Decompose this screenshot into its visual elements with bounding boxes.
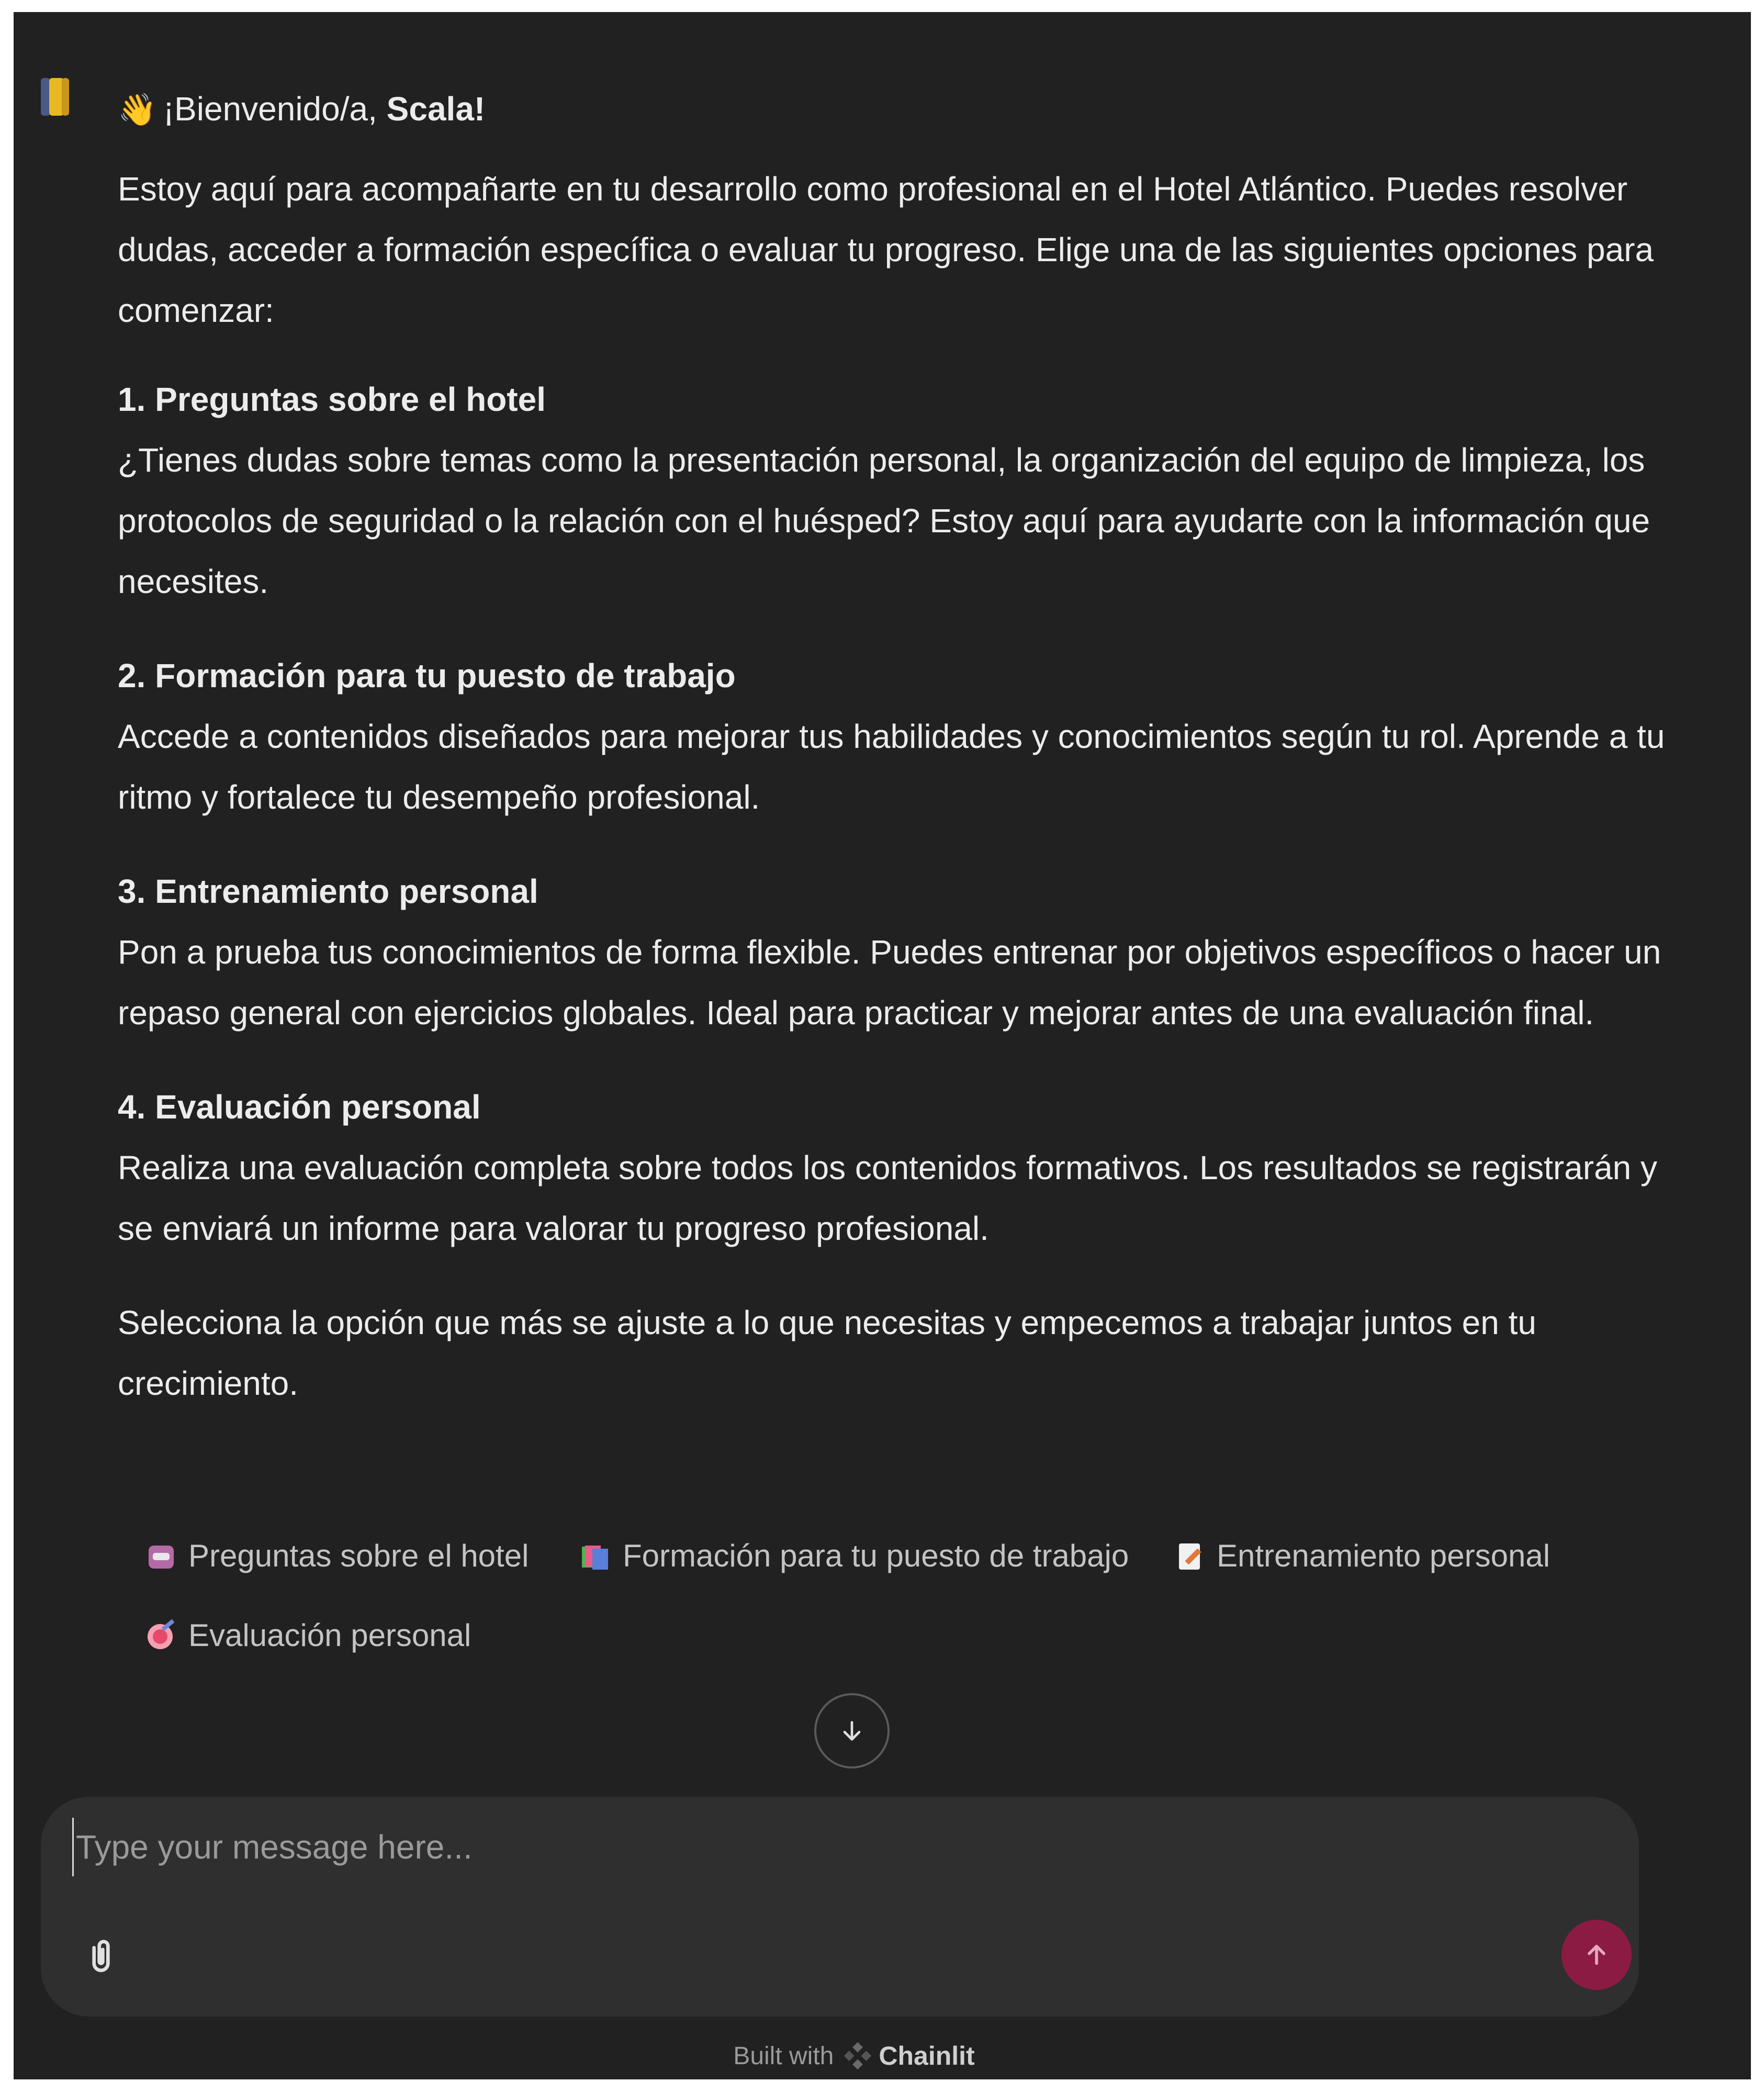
- message-composer: [41, 1797, 1639, 2017]
- arrow-down-icon: [837, 1716, 867, 1745]
- chainlit-logo-icon: [843, 2041, 872, 2070]
- section-title: 3. Entrenamiento personal: [118, 872, 538, 910]
- paperclip-icon: [80, 1935, 122, 1977]
- attach-button[interactable]: [72, 1928, 130, 1985]
- section-body: Accede a contenidos diseñados para mejorar tus habilidades y conocimientos según tu rol. Aprende a tu ritmo y fortalece tu desempeño profesional.: [118, 718, 1665, 816]
- section-body: Pon a prueba tus conocimientos de forma flexible. Puedes entrenar por objetivos específicos o hacer un repaso general con ejercicios globales. Ideal para practicar y mejorar antes de una evaluación final.: [118, 933, 1661, 1032]
- action-label: Formación para tu puesto de trabajo: [623, 1538, 1129, 1573]
- footer: [14, 2038, 1694, 2074]
- assistant-avatar: [41, 74, 74, 120]
- action-label: Evaluación personal: [188, 1618, 471, 1653]
- memo-icon: [1174, 1540, 1205, 1572]
- section-title: 1. Preguntas sobre el hotel: [118, 380, 546, 418]
- welcome-name: Scala!: [386, 90, 486, 128]
- robot-icon: [145, 1540, 177, 1572]
- welcome-prefix: ¡Bienvenido/a,: [163, 90, 387, 128]
- message-input[interactable]: [72, 1818, 1584, 1876]
- action-preguntas-hotel[interactable]: [145, 1530, 529, 1582]
- section-body: ¿Tienes dudas sobre temas como la presentación personal, la organización del equipo de limpieza, los protocolos de seguridad o la relación con el huésped? Estoy aquí para ayudarte con la información que necesites.: [118, 441, 1650, 600]
- action-evaluacion-personal[interactable]: [145, 1609, 471, 1662]
- action-formacion-puesto[interactable]: [580, 1530, 1129, 1582]
- section-body: Realiza una evaluación completa sobre todos los contenidos formativos. Los resultados se registrarán y se enviará un informe para valorar tu progreso profesional.: [118, 1149, 1658, 1247]
- scroll-down-button[interactable]: [814, 1693, 890, 1769]
- outro-paragraph: Selecciona la opción que más se ajuste a lo que necesitas y empecemos a trabajar juntos en tu crecimiento.: [118, 1304, 1536, 1402]
- action-label: Entrenamiento personal: [1217, 1538, 1550, 1573]
- arrow-up-icon: [1582, 1940, 1611, 1969]
- waving-hand-icon: 👋: [118, 92, 157, 127]
- action-label: Preguntas sobre el hotel: [188, 1538, 529, 1573]
- action-entrenamiento-personal[interactable]: [1174, 1530, 1550, 1582]
- chainlit-brand[interactable]: Chainlit: [879, 2041, 975, 2070]
- intro-paragraph: Estoy aquí para acompañarte en tu desarrollo como profesional en el Hotel Atlántico. Puedes resolver dudas, acceder a formación específica o evaluar tu progreso. Elige una de las siguientes opciones para comenzar:: [118, 170, 1654, 329]
- section-title: 2. Formación para tu puesto de trabajo: [118, 657, 736, 695]
- books-icon: [580, 1540, 611, 1572]
- assistant-message: [118, 75, 1667, 1429]
- built-with-label: Built with: [733, 2042, 834, 2070]
- section-title: 4. Evaluación personal: [118, 1088, 481, 1126]
- target-icon: [145, 1620, 177, 1651]
- chat-window: [14, 12, 1751, 2079]
- send-button[interactable]: [1561, 1920, 1632, 1990]
- welcome-line: [118, 75, 1667, 143]
